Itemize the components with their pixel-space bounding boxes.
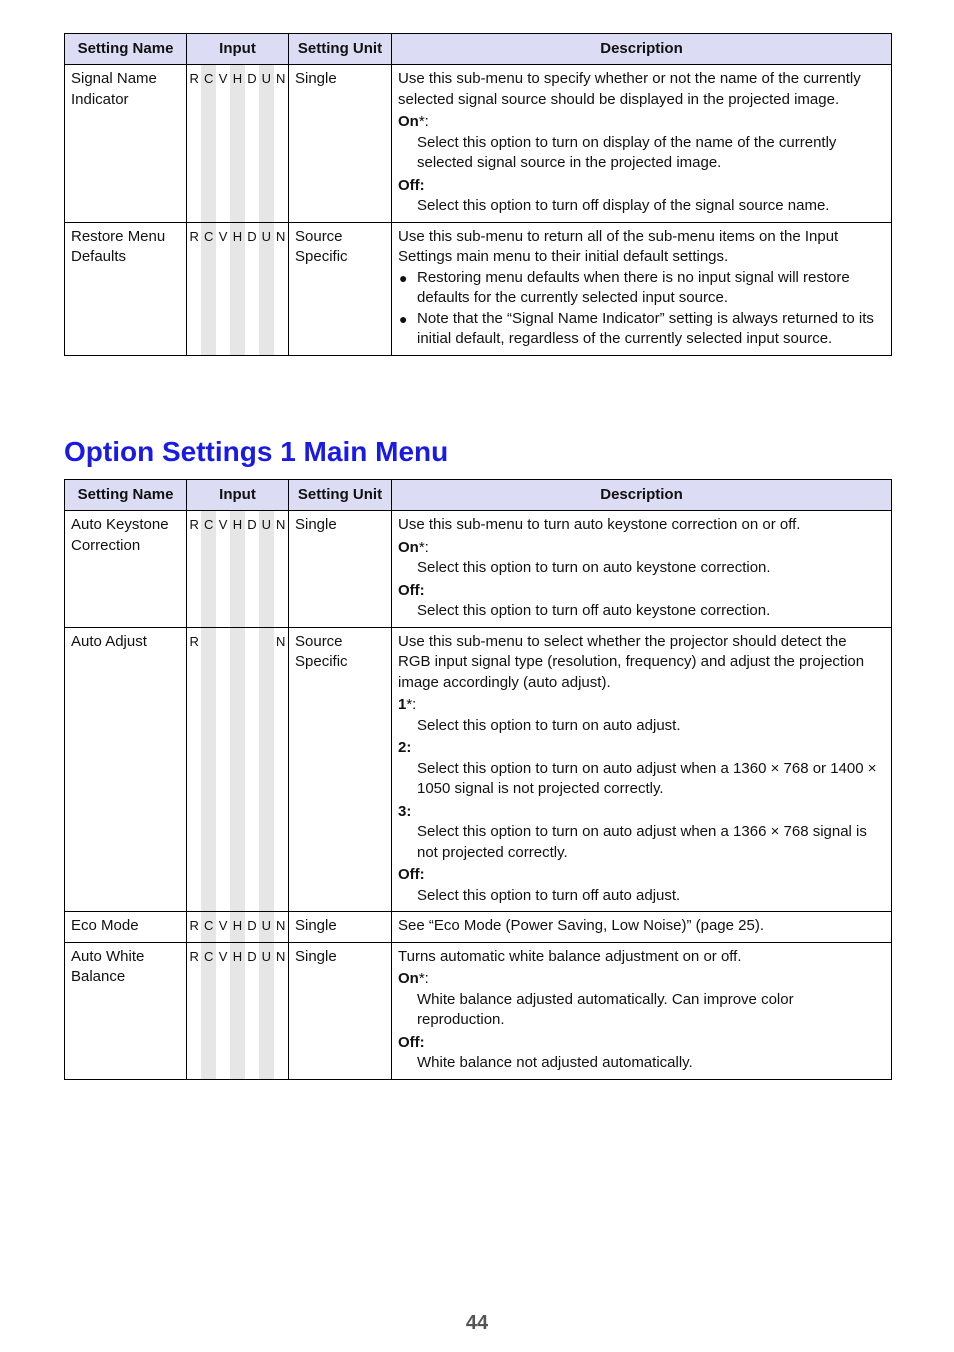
input-letter: N	[276, 517, 286, 532]
input-letter	[216, 628, 230, 912]
input-cell	[187, 65, 289, 223]
input-letters	[187, 943, 288, 1079]
input-letter: H	[230, 511, 244, 627]
input-letter: R	[189, 633, 199, 649]
section-title: Option Settings 1 Main Menu	[64, 436, 449, 467]
description	[392, 942, 892, 1079]
table-row	[65, 222, 892, 355]
table-row	[65, 65, 892, 223]
list-item: ● Restoring menu defaults when there is no input signal will restore defaults for the currently selected input source.	[399, 268, 850, 306]
header-description: Description	[392, 480, 892, 511]
option-label: On*:	[398, 970, 429, 987]
setting-name: Signal Name Indicator	[65, 65, 187, 223]
setting-unit: Source Specific	[289, 222, 392, 355]
input-letter: V	[218, 228, 228, 244]
input-letter: N	[276, 948, 286, 964]
table-row	[65, 627, 892, 912]
input-letter: U	[259, 943, 273, 1079]
description-intro: Turns automatic white balance adjustment on or off.	[398, 947, 742, 965]
setting-name: Eco Mode	[65, 912, 187, 943]
input-letter	[245, 628, 259, 912]
option-label: On*:	[398, 113, 429, 130]
input-letter: H	[230, 912, 244, 942]
input-letter: V	[218, 71, 228, 86]
bullet-list	[398, 268, 883, 350]
table-row	[65, 912, 892, 943]
input-letter: H	[230, 223, 244, 355]
setting-unit: Single	[289, 65, 392, 223]
input-letter: D	[247, 517, 257, 532]
option-label: Off:	[398, 581, 425, 599]
option-settings-table	[64, 479, 892, 1080]
input-letter: N	[276, 228, 286, 244]
option-text: Select this option to turn on display of the name of the currently selected signal source in the projected image.	[417, 133, 837, 171]
input-letter: N	[276, 633, 286, 649]
input-letter: C	[201, 223, 215, 355]
setting-name: Auto Keystone Correction	[65, 511, 187, 628]
option-label: Off:	[398, 866, 425, 883]
option-label: Off:	[398, 176, 425, 194]
input-cell	[187, 942, 289, 1079]
input-letter: R	[189, 71, 199, 86]
description-intro: Use this sub-menu to return all of the sub-menu items on the Input Settings main menu to their initial default settings.	[398, 227, 839, 265]
bullet-icon: ●	[399, 310, 408, 327]
header-setting-unit: Setting Unit	[289, 480, 392, 511]
option-text: Select this option to turn off auto keystone correction.	[417, 602, 771, 619]
input-letter: C	[201, 511, 215, 627]
input-cell	[187, 627, 289, 912]
input-letter	[259, 628, 273, 912]
input-letter	[230, 628, 244, 912]
page-number: 44	[465, 1312, 489, 1334]
input-letter: R	[189, 948, 199, 964]
option-label: 3:	[398, 802, 412, 820]
input-cell	[187, 511, 289, 628]
option-label: On*:	[398, 538, 429, 556]
setting-name: Auto White Balance	[65, 942, 187, 1079]
input-letter: N	[276, 918, 286, 933]
setting-unit: Single	[289, 912, 392, 943]
option-text: Select this option to turn on auto adjust.	[417, 716, 681, 734]
input-letter: V	[218, 918, 228, 933]
table-header-row	[65, 34, 892, 65]
input-letter: R	[189, 517, 199, 532]
option-label: 1*:	[398, 696, 417, 713]
table-row	[65, 511, 892, 628]
header-setting-unit: Setting Unit	[289, 34, 392, 65]
header-setting-name: Setting Name	[65, 480, 187, 511]
header-input: Input	[187, 34, 289, 65]
option-text: White balance adjusted automatically. Can improve color reproduction.	[417, 990, 794, 1028]
description-intro: Use this sub-menu to specify whether or not the name of the currently selected signal source should be displayed in the projected image.	[398, 70, 861, 108]
input-letter: H	[230, 943, 244, 1079]
input-letter: C	[201, 943, 215, 1079]
option-text: Select this option to turn off auto adjust.	[417, 886, 681, 904]
input-letter: V	[218, 948, 228, 964]
input-letter: R	[189, 918, 199, 933]
header-input: Input	[187, 480, 289, 511]
header-description: Description	[392, 34, 892, 65]
input-letter: D	[247, 948, 257, 964]
input-letter: U	[259, 912, 273, 942]
input-cell	[187, 912, 289, 943]
description-intro: See “Eco Mode (Power Saving, Low Noise)” (page 25).	[398, 917, 765, 934]
option-text: Select this option to turn on auto adjust when a 1360 × 768 or 1400 × 1050 signal is not projected correctly.	[417, 759, 877, 797]
bullet-icon: ●	[399, 269, 408, 286]
option-text: Select this option to turn on auto keystone correction.	[417, 559, 771, 576]
input-letter: U	[259, 65, 273, 222]
header-setting-name: Setting Name	[65, 34, 187, 65]
input-letter: C	[201, 912, 215, 942]
description	[392, 65, 892, 223]
option-text: Select this option to turn off display of the signal source name.	[417, 197, 830, 214]
input-letter: D	[247, 228, 257, 244]
option-text: Select this option to turn on auto adjust when a 1366 × 768 signal is not projected correctly.	[417, 823, 867, 861]
input-letter: D	[247, 918, 257, 933]
input-letter: D	[247, 71, 257, 86]
description	[392, 222, 892, 355]
description	[392, 627, 892, 912]
input-settings-table	[64, 33, 892, 356]
option-label: Off:	[398, 1033, 425, 1051]
setting-name: Restore Menu Defaults	[65, 222, 187, 355]
input-letter	[201, 628, 215, 912]
input-letters	[187, 912, 288, 942]
input-letter: C	[201, 65, 215, 222]
input-letters	[187, 223, 288, 355]
list-item: ● Note that the “Signal Name Indicator” setting is always returned to its initial default, regardless of the currently selected input source.	[399, 309, 874, 347]
description	[392, 511, 892, 628]
setting-unit: Source Specific	[289, 627, 392, 912]
input-letters	[187, 65, 288, 222]
input-letter: H	[230, 65, 244, 222]
option-text: White balance not adjusted automatically.	[417, 1054, 693, 1071]
description	[392, 912, 892, 943]
input-letter: N	[276, 71, 286, 86]
setting-name: Auto Adjust	[65, 627, 187, 912]
option-label: 2:	[398, 739, 412, 756]
input-letter: V	[218, 517, 228, 532]
description-intro: Use this sub-menu to select whether the projector should detect the RGB input signal type (resolution, frequency) and adjust the projection image accordingly (auto adjust).	[398, 632, 865, 691]
input-letters	[187, 628, 288, 912]
input-letter: R	[189, 228, 199, 244]
input-letter: U	[259, 223, 273, 355]
setting-unit: Single	[289, 942, 392, 1079]
table-header-row	[65, 480, 892, 511]
setting-unit: Single	[289, 511, 392, 628]
input-cell	[187, 222, 289, 355]
input-letters	[187, 511, 288, 627]
table-row	[65, 942, 892, 1079]
input-letter: U	[259, 511, 273, 627]
description-intro: Use this sub-menu to turn auto keystone correction on or off.	[398, 516, 801, 533]
